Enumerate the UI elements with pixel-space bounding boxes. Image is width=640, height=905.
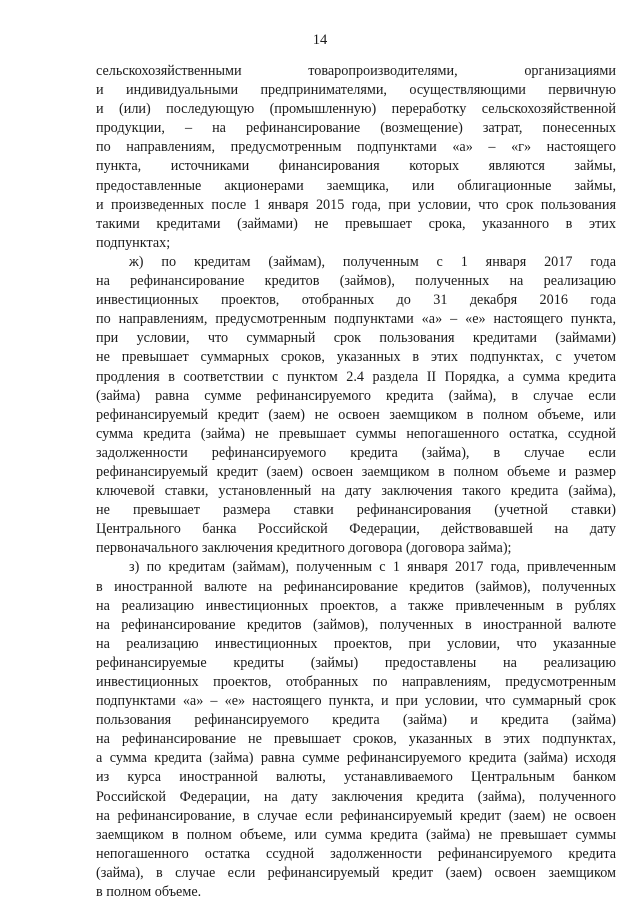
text-line: и индивидуальными предпринимателями, осуществляющими первичную xyxy=(96,82,616,99)
text-line: при условии, что суммарный срок пользования кредитами (займами) xyxy=(96,330,616,347)
text-line: инвестиционных проектов, отобранных до 31 декабря 2016 года xyxy=(96,292,616,309)
text-line: ж) по кредитам (займам), полученным с 1 января 2017 года xyxy=(129,253,616,270)
text-line: на рефинансирование, в случае если рефинансируемый кредит (заем) не освоен xyxy=(96,807,616,824)
text-line: подпунктах; xyxy=(96,234,171,251)
text-line: а сумма кредита (займа) равна сумме рефинансируемого кредита (займа) исходя xyxy=(96,750,616,767)
text-line: предоставленные акционерами заемщика, или облигационные займы, xyxy=(96,177,616,194)
text-line: сумма кредита (займа) не превышает суммы непогашенного остатка, ссудной xyxy=(96,425,616,442)
text-line: Российской Федерации, на дату заключения кредита (займа), полученного xyxy=(96,788,616,805)
text-line: не превышает суммарных сроков, указанных в этих подпунктах, с учетом xyxy=(96,349,616,366)
text-line: в полном объеме. xyxy=(96,884,202,901)
text-line: рефинансируемые кредиты (займы) предоставлены на реализацию xyxy=(96,654,616,671)
text-line: на рефинансирование кредитов (займов), полученных в иностранной валюте xyxy=(96,616,616,633)
text-line: такими кредитами (займами) не превышает срока, указанного в этих xyxy=(96,215,616,232)
text-line: з) по кредитам (займам), полученным с 1 января 2017 года, привлеченным xyxy=(129,559,616,576)
text-line: пользования рефинансируемого кредита (займа) и кредита (займа) xyxy=(96,712,616,729)
text-line: на рефинансирование кредитов (займов), полученных на реализацию xyxy=(96,273,616,290)
text-line: продления в соответствии с пунктом 2.4 раздела II Порядка, а сумма кредита xyxy=(96,368,616,385)
text-line: на реализацию инвестиционных проектов, при условии, что указанные xyxy=(96,635,616,652)
text-line: инвестиционных проектов, отобранных по направлениям, предусмотренным xyxy=(96,674,616,690)
text-line: на рефинансирование не превышает сроков, указанных в этих подпунктах, xyxy=(96,731,616,748)
text-line: рефинансируемый кредит (заем) не освоен заемщиком в полном объеме, или xyxy=(96,406,616,423)
text-line: заемщиком в полном объеме, или сумма кредита (займа) не превышает суммы xyxy=(96,826,616,843)
text-line: не превышает размера ставки рефинансирования (учетной ставки) xyxy=(96,502,616,519)
text-line: на реализацию инвестиционных проектов, а также привлеченным в рублях xyxy=(96,597,616,614)
text-line: Центрального банка Российской Федерации, действовавшей на дату xyxy=(96,521,616,538)
text-line: (займа) равна сумме рефинансируемого кредита (займа), в случае если xyxy=(96,387,616,404)
text-line: пункта, источниками финансирования которых являются займы, xyxy=(96,158,616,175)
text-line: сельскохозяйственными товаропроизводителями, организациями xyxy=(96,63,616,79)
text-line: из курса иностранной валюты, устанавливаемого Центральным банком xyxy=(96,769,616,786)
text-line: по направлениям, предусмотренным подпунктами «а» – «г» настоящего xyxy=(96,139,616,156)
text-line: по направлениям, предусмотренным подпунктами «а» – «е» настоящего пункта, xyxy=(96,311,616,328)
text-line: и произведенных после 1 января 2015 года, при условии, что срок пользования xyxy=(96,196,616,213)
text-line: в иностранной валюте на рефинансирование кредитов (займов), полученных xyxy=(96,578,616,595)
text-line: первоначального заключения кредитного договора (договора займа); xyxy=(96,540,512,557)
page-number: 14 xyxy=(312,32,328,48)
text-line: ключевой ставки, установленный на дату заключения такого кредита (займа), xyxy=(96,483,616,500)
text-line: рефинансируемый кредит (заем) освоен заемщиком в полном объеме и размер xyxy=(96,463,616,480)
text-line: непогашенного остатка ссудной задолженности рефинансируемого кредита xyxy=(96,845,616,862)
text-line: задолженности рефинансируемого кредита (займа), в случае если xyxy=(96,444,616,461)
body-text xyxy=(96,62,616,902)
text-line: и (или) последующую (промышленную) переработку сельскохозяйственной xyxy=(96,101,616,118)
text-line: (займа), в случае если рефинансируемый кредит (заем) освоен заемщиком xyxy=(96,864,616,881)
text-line: подпунктами «а» – «е» настоящего пункта, и при условии, что суммарный срок xyxy=(96,693,616,710)
text-line: продукции, – на рефинансирование (возмещение) затрат, понесенных xyxy=(96,120,616,137)
